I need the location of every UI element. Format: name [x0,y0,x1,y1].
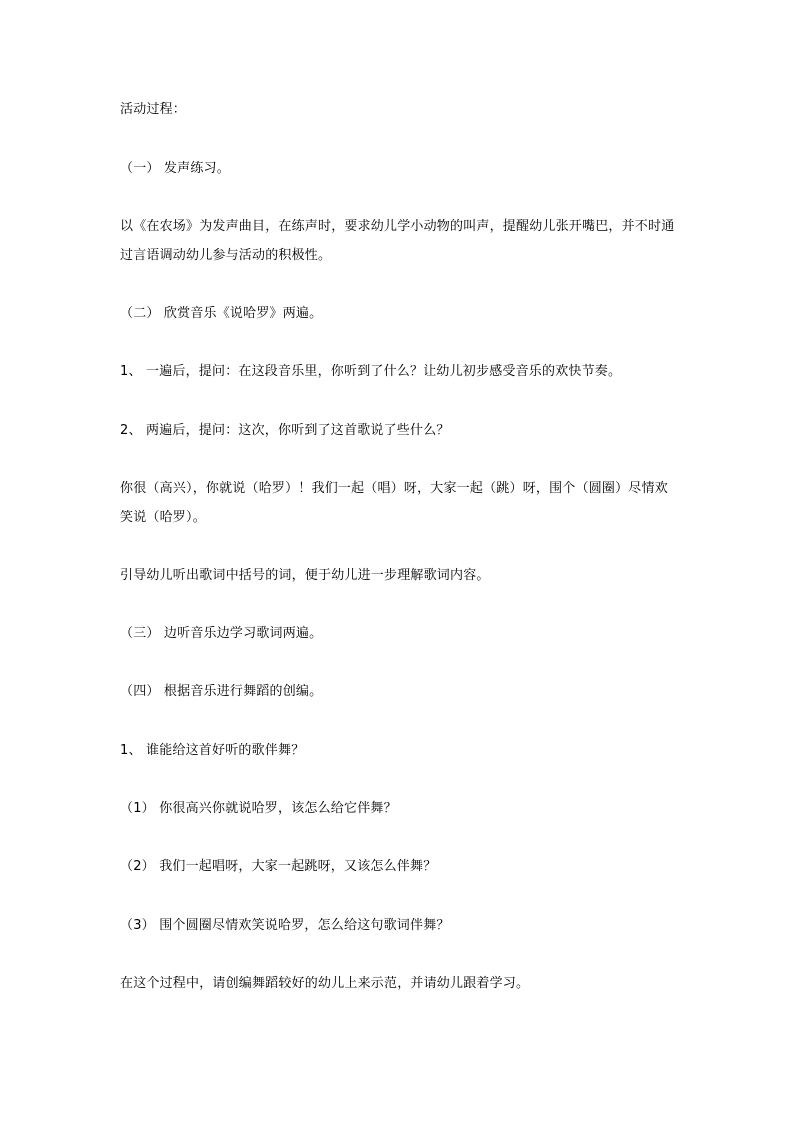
section-heading: 活动过程： [120,102,187,117]
step-four-subitem-2: （2） 我们一起唱呀，大家一起跳呀，又该怎么伴舞？ [120,859,437,874]
step-four-subitem-1: （1） 你很高兴你就说哈罗，该怎么给它伴舞？ [120,801,397,816]
guidance-paragraph: 引导幼儿听出歌词中括号的词，便于幼儿进一步理解歌词内容。 [120,568,490,583]
step-one-heading: （一） 发声练习。 [120,161,230,176]
step-two-heading: （二） 欣赏音乐《说哈罗》两遍。 [120,306,323,321]
step-three-heading: （三） 边听音乐边学习歌词两遍。 [120,626,323,641]
step-two-item-1: 1、 一遍后，提问：在这段音乐里，你听到了什么？让幼儿初步感受音乐的欢快节奏。 [120,364,622,379]
lyrics-paragraph: 你很（高兴），你就说（哈罗）！我们一起（唱）呀，大家一起（跳）呀，围个（圆圈）尽情欢笑说（哈罗）。 [120,481,668,525]
step-two-item-2: 2、 两遍后，提问：这次，你听到了这首歌说了些什么？ [120,423,450,438]
step-four-heading: （四） 根据音乐进行舞蹈的创编。 [120,684,323,699]
step-four-subitem-3: （3） 围个圆圈尽情欢笑说哈罗，怎么给这句歌词伴舞？ [120,918,450,933]
step-four-item-1: 1、 谁能给这首好听的歌伴舞？ [120,743,305,758]
closing-paragraph: 在这个过程中，请创编舞蹈较好的幼儿上来示范，并请幼儿跟着学习。 [120,976,530,991]
step-one-body: 以《在农场》为发声曲目，在练声时，要求幼儿学小动物的叫声，提醒幼儿张开嘴巴，并不时通过言语调动幼儿参与活动的积极性。 [120,219,675,263]
